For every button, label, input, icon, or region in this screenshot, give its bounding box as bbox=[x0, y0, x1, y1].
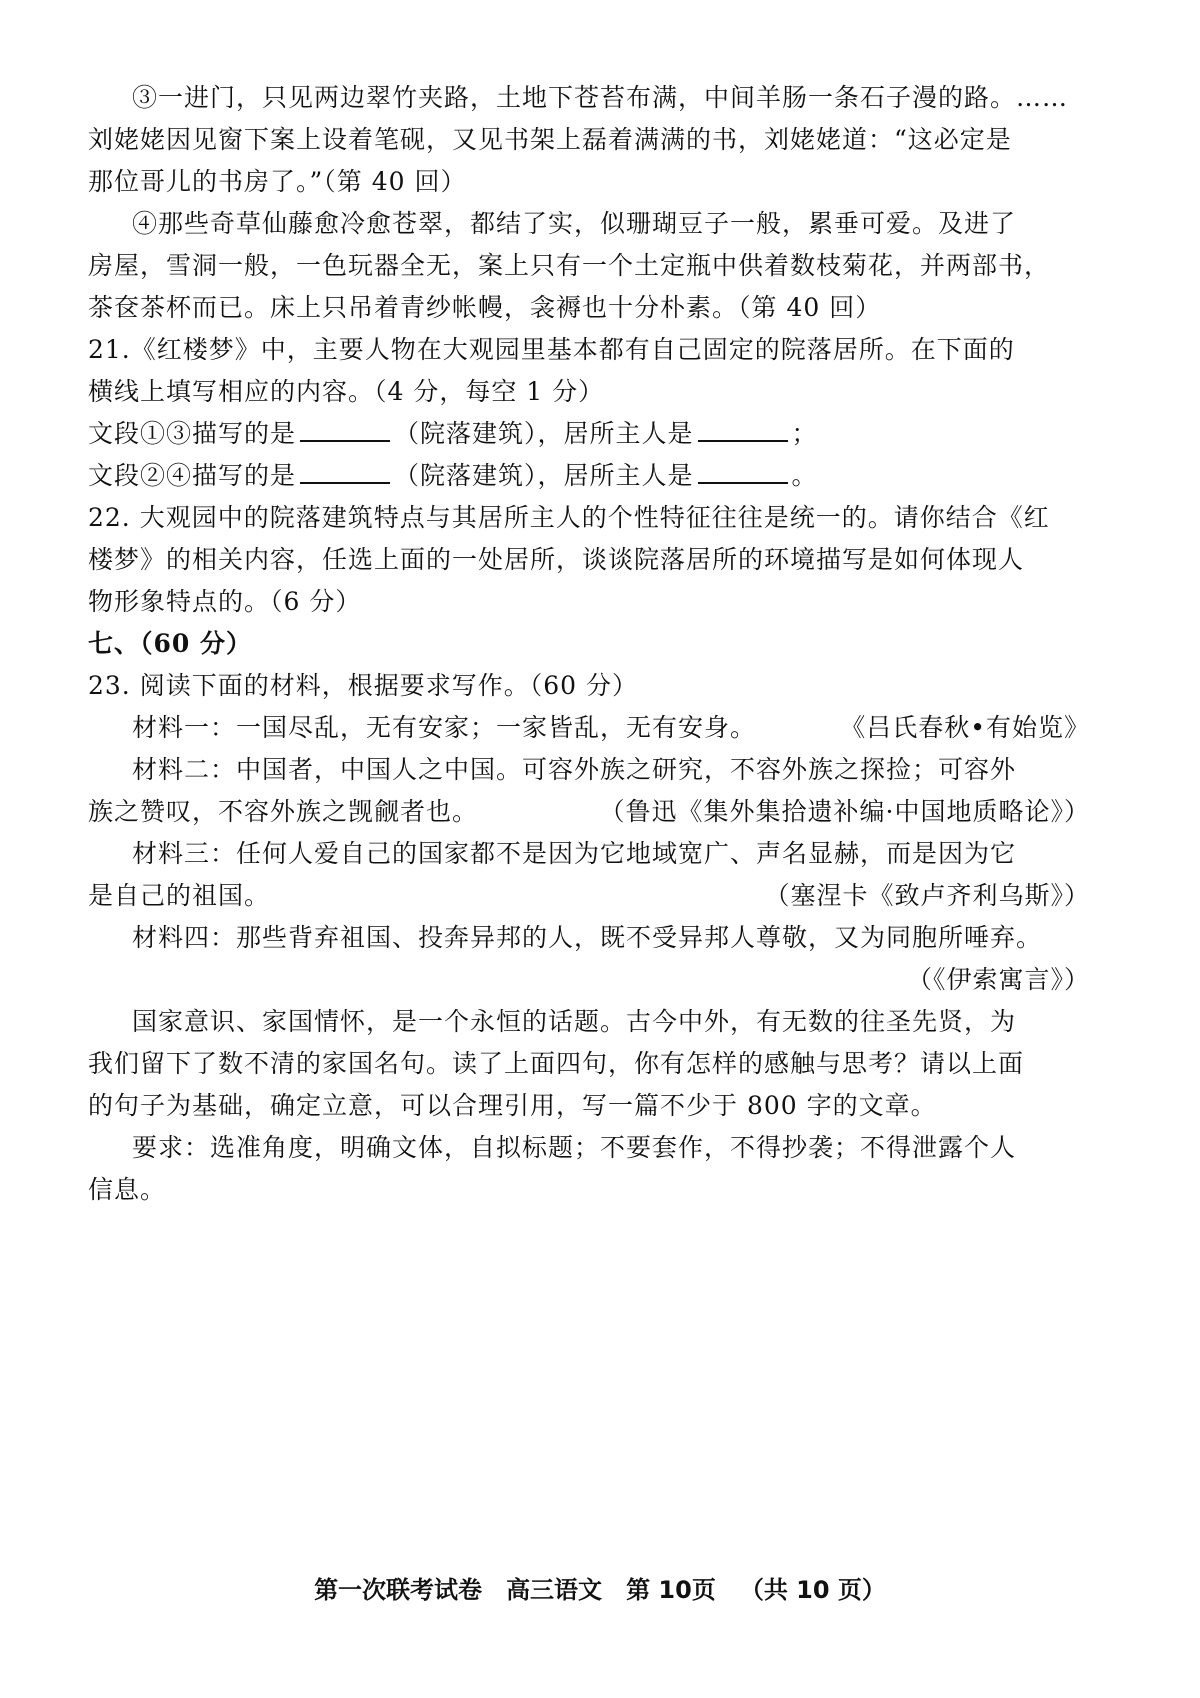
excerpt-3-line-1: ③一进门，只见两边翠竹夹路，土地下苍苔布满，中间羊肠一条石子漫的路。…… bbox=[132, 83, 1069, 112]
requirement-line-1: 要求：选准角度，明确文体，自拟标题；不要套作，不得抄袭；不得泄露个人 bbox=[132, 1133, 1017, 1162]
prompt-line-1: 国家意识、家国情怀，是一个永恒的话题。古今中外，有无数的往圣先贤，为 bbox=[132, 1007, 1017, 1036]
material-1-source: 《吕氏春秋•有始览》 bbox=[840, 713, 1090, 742]
page-footer bbox=[0, 1570, 1200, 1605]
fill-1-blank-owner[interactable] bbox=[698, 418, 788, 442]
question-21-line-1: 21.《红楼梦》中，主要人物在大观园里基本都有自己固定的院落居所。在下面的 bbox=[88, 335, 1015, 364]
question-21-line-2: 横线上填写相应的内容。（4 分，每空 1 分） bbox=[88, 377, 605, 406]
prompt-line-2: 我们留下了数不清的家国名句。读了上面四句，你有怎样的感触与思考？请以上面 bbox=[88, 1049, 1025, 1078]
material-3-source: （塞涅卡《致卢齐利乌斯》） bbox=[764, 881, 1090, 910]
material-2-source: （鲁迅《集外集拾遗补编·中国地质略论》） bbox=[599, 797, 1090, 826]
fill-2-end: 。 bbox=[791, 461, 818, 490]
fill-1-mid: （院落建筑），居所主人是 bbox=[394, 419, 694, 448]
excerpt-3-line-3: 那位哥儿的书房了。”（第 40 回） bbox=[88, 167, 467, 196]
material-4-line-1: 材料四：那些背弃祖国、投奔异邦的人，既不受异邦人尊敬，又为同胞所唾弃。 bbox=[132, 923, 1043, 952]
question-22-line-1: 22. 大观园中的院落建筑特点与其居所主人的个性特征往往是统一的。请你结合《红 bbox=[88, 503, 1050, 532]
material-1-text: 材料一：一国尽乱，无有安家；一家皆乱，无有安身。 bbox=[132, 713, 757, 742]
fill-2-prefix: 文段②④描写的是 bbox=[88, 461, 297, 490]
section-7-heading: 七、（60 分） bbox=[88, 629, 252, 658]
excerpt-4-line-2: 房屋，雪洞一般，一色玩器全无，案上只有一个土定瓶中供着数枝菊花，并两部书， bbox=[88, 251, 1051, 280]
prompt-line-3: 的句子为基础，确定立意，可以合理引用，写一篇不少于 800 字的文章。 bbox=[88, 1091, 937, 1120]
material-2-line-1: 材料二：中国者，中国人之中国。可容外族之研究，不容外族之探捡；可容外 bbox=[132, 755, 1017, 784]
fill-2-blank-building[interactable] bbox=[300, 460, 390, 484]
fill-2-mid: （院落建筑），居所主人是 bbox=[394, 461, 694, 490]
footer-exam-name: 第一次联考试卷 bbox=[314, 1576, 483, 1604]
question-23-intro: 23. 阅读下面的材料，根据要求写作。（60 分） bbox=[88, 671, 638, 700]
fill-1-blank-building[interactable] bbox=[300, 418, 390, 442]
question-22-line-3: 物形象特点的。（6 分） bbox=[88, 587, 362, 616]
material-2-line-2: 族之赞叹，不容外族之觊觎者也。 bbox=[88, 797, 479, 826]
requirement-line-2: 信息。 bbox=[88, 1175, 167, 1204]
material-4-source: （《伊索寓言》） bbox=[906, 965, 1090, 994]
fill-1-prefix: 文段①③描写的是 bbox=[88, 419, 297, 448]
footer-page-number: 第 10页 bbox=[626, 1576, 716, 1604]
material-3-line-2: 是自己的祖国。 bbox=[88, 881, 271, 910]
question-21-fill-2 bbox=[88, 460, 818, 492]
question-21-fill-1 bbox=[88, 418, 818, 450]
footer-total-pages: （共 10 页） bbox=[739, 1576, 886, 1604]
excerpt-4-line-1: ④那些奇草仙藤愈冷愈苍翠，都结了实，似珊瑚豆子一般，累垂可爱。及进了 bbox=[132, 209, 1017, 238]
material-3-line-1: 材料三：任何人爱自己的国家都不是因为它地域宽广、声名显赫，而是因为它 bbox=[132, 839, 1017, 868]
fill-2-blank-owner[interactable] bbox=[698, 460, 788, 484]
excerpt-3-line-2: 刘姥姥因见窗下案上设着笔砚，又见书架上磊着满满的书，刘姥姥道：“这必定是 bbox=[88, 125, 1012, 154]
footer-subject: 高三语文 bbox=[506, 1576, 603, 1604]
fill-1-end: ； bbox=[791, 419, 818, 448]
excerpt-4-line-3: 茶奁茶杯而已。床上只吊着青纱帐幔，衾褥也十分朴素。（第 40 回） bbox=[88, 293, 882, 322]
question-22-line-2: 楼梦》的相关内容，任选上面的一处居所，谈谈院落居所的环境描写是如何体现人 bbox=[88, 545, 1025, 574]
